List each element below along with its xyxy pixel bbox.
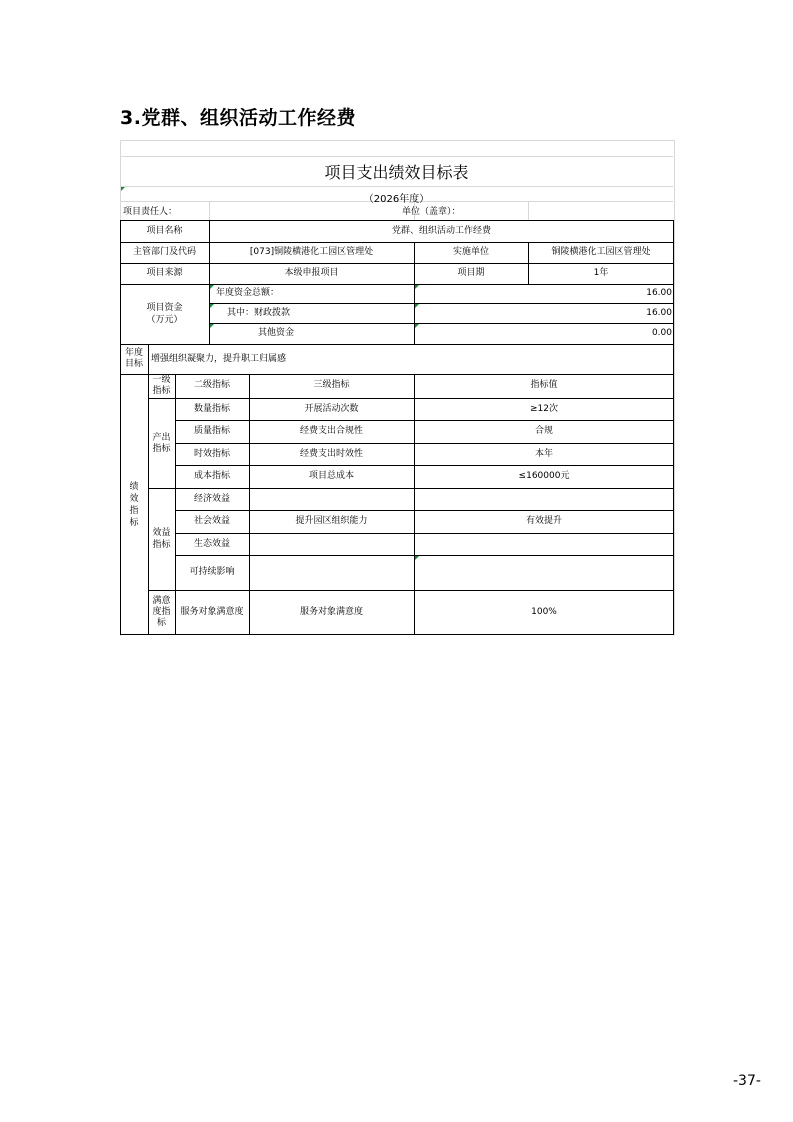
funds-other-value: 0.00 xyxy=(651,328,672,338)
output-label-2: 指标 xyxy=(152,444,171,454)
dept-label: 主管部门及代码 xyxy=(132,247,196,257)
row-cost-l3: 项目总成本 xyxy=(308,471,354,481)
impl-value: 铜陵横港化工园区管理处 xyxy=(551,247,651,257)
period-label: 项目期 xyxy=(457,268,485,278)
period-value: 1年 xyxy=(593,268,609,278)
impl-label: 实施单位 xyxy=(452,247,489,257)
row-social-l3: 提升园区组织能力 xyxy=(295,516,368,526)
row-social-val: 有效提升 xyxy=(525,516,562,526)
page-number: -37- xyxy=(733,1073,761,1089)
row-cost-l2: 成本指标 xyxy=(193,471,230,481)
section-heading: 3.党群、组织活动工作经费 xyxy=(120,107,356,129)
head-l2: 二级指标 xyxy=(193,380,230,390)
unit-label: 单位（盖章）： xyxy=(402,207,461,217)
row-quantity-l3: 开展活动次数 xyxy=(304,404,359,414)
funds-unit: （万元） xyxy=(146,315,183,325)
funds-label: 项目资金 xyxy=(146,303,183,313)
funds-total-label: 年度资金总额： xyxy=(216,288,280,298)
row-sustain-l2: 可持续影响 xyxy=(189,567,235,577)
row-quantity-l2: 数量指标 xyxy=(193,404,230,414)
row-quantity-val: ≥12次 xyxy=(530,404,558,414)
row-quality-l2: 质量指标 xyxy=(193,426,230,436)
row-timeliness-val: 本年 xyxy=(534,449,553,459)
table-title: 项目支出绩效目标表 xyxy=(324,163,469,182)
table-year: （2026年度） xyxy=(363,194,430,205)
perf-label-2: 效 xyxy=(129,494,139,504)
row-timeliness-l3: 经费支出时效性 xyxy=(299,449,363,459)
project-name-value: 党群、组织活动工作经费 xyxy=(391,226,491,236)
goal-label-1: 年度 xyxy=(124,348,143,358)
benefit-label-2: 指标 xyxy=(152,540,171,550)
responsible-label: 项目责任人： xyxy=(123,207,178,217)
perf-label-1: 绩 xyxy=(129,482,139,492)
funds-fiscal-label: 其中：财政拨款 xyxy=(227,308,291,318)
goal-text: 增强组织凝聚力，提升职工归属感 xyxy=(151,354,287,364)
head-l3: 三级指标 xyxy=(313,380,350,390)
head-l1-line1: 一级 xyxy=(152,375,171,385)
output-label-1: 产出 xyxy=(152,433,171,443)
dept-value: [073]铜陵横港化工园区管理处 xyxy=(249,247,374,257)
row-satisfaction-l2: 服务对象满意度 xyxy=(180,607,244,617)
perf-label-4: 标 xyxy=(129,518,139,528)
funds-total-value: 16.00 xyxy=(646,288,672,298)
row-ecological-l2: 生态效益 xyxy=(193,539,230,549)
satisfaction-label-3: 标 xyxy=(156,618,166,628)
satisfaction-label-1: 满意 xyxy=(152,596,171,606)
perf-label-3: 指 xyxy=(129,506,139,516)
row-timeliness-l2: 时效指标 xyxy=(193,449,230,459)
benefit-label-1: 效益 xyxy=(152,528,171,538)
goal-label-2: 目标 xyxy=(124,359,143,369)
row-satisfaction-l3: 服务对象满意度 xyxy=(299,607,363,617)
satisfaction-label-2: 度指 xyxy=(152,607,171,617)
funds-other-label: 其他资金 xyxy=(258,328,295,338)
funds-fiscal-value: 16.00 xyxy=(646,308,672,318)
row-cost-val: ≤160000元 xyxy=(518,471,570,481)
head-l1-line2: 指标 xyxy=(152,386,171,396)
row-satisfaction-val: 100% xyxy=(531,607,557,617)
row-quality-val: 合规 xyxy=(534,426,553,436)
row-quality-l3: 经费支出合规性 xyxy=(299,426,363,436)
project-name-label: 项目名称 xyxy=(146,226,183,236)
head-value: 指标值 xyxy=(530,380,558,390)
source-value: 本级申报项目 xyxy=(284,268,339,278)
source-label: 项目来源 xyxy=(146,268,183,278)
row-social-l2: 社会效益 xyxy=(193,516,230,526)
row-economic-l2: 经济效益 xyxy=(193,494,230,504)
